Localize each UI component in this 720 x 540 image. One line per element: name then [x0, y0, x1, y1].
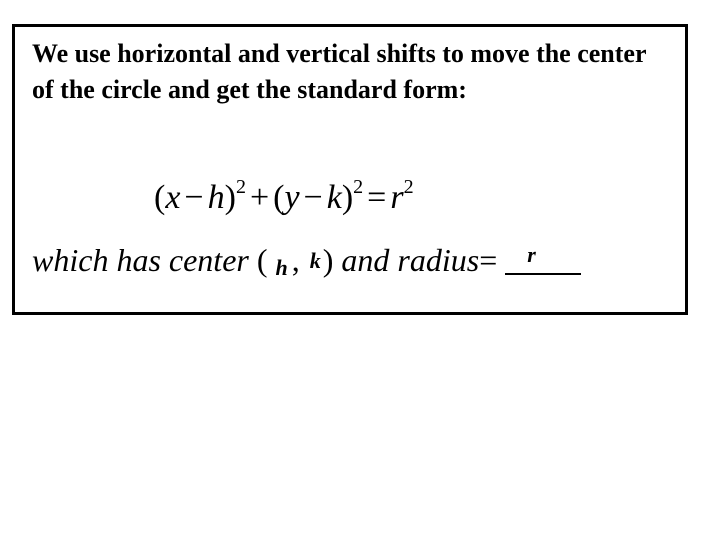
eq-exponent-2: 2 [353, 176, 364, 198]
eq-equals: = [367, 179, 387, 216]
center-comma: , [291, 242, 300, 278]
radius-answer-blank [505, 243, 581, 275]
intro-text: We use horizontal and vertical shifts to move the center of the circle and get the standard form: [32, 39, 647, 104]
eq-minus-1: − [184, 179, 204, 216]
eq-var-k: k [326, 179, 342, 216]
eq-plus: + [249, 179, 270, 216]
eq-var-h: h [207, 179, 225, 216]
center-h-answer: h [275, 255, 288, 280]
eq-open-paren-1: ( [154, 179, 166, 216]
eq-close-paren-1: ) [224, 179, 236, 216]
center-close-paren: ) [322, 242, 334, 278]
eq-var-r: r [390, 179, 404, 216]
standard-form-equation [154, 178, 414, 218]
eq-close-paren-2: ) [341, 179, 354, 216]
and-radius-text: and radius [341, 242, 480, 278]
eq-var-y: y [284, 179, 300, 216]
eq-exponent-3: 2 [403, 176, 414, 198]
radius-r-answer: r [527, 242, 536, 267]
center-radius-line [32, 240, 581, 284]
center-k-answer: k [309, 248, 321, 273]
eq-minus-2: − [303, 179, 323, 216]
which-has-center-text: which has center [32, 242, 249, 278]
eq-open-paren-2: ( [273, 179, 285, 216]
eq-var-x: x [165, 179, 181, 216]
eq-exponent-1: 2 [235, 176, 246, 198]
center-open-paren: ( [256, 242, 268, 278]
radius-equals: = [479, 242, 498, 278]
